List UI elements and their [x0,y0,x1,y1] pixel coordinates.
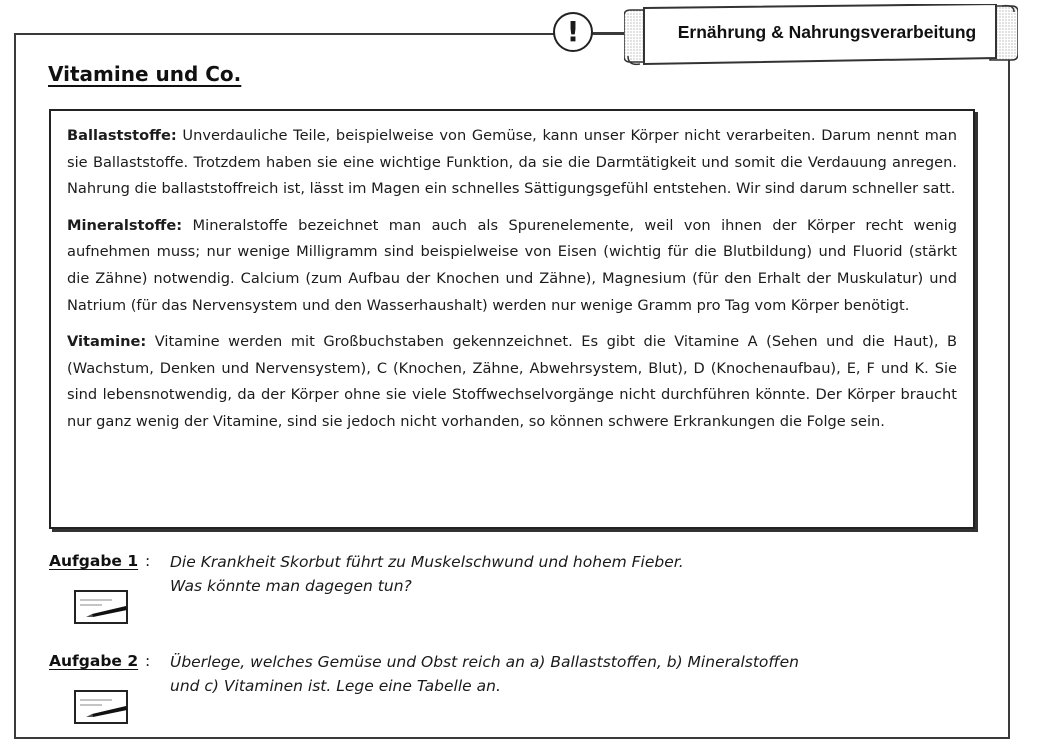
task-1-line-1: Die Krankheit Skorbut führt zu Muskelschwund und hohem Fieber. [170,553,684,571]
alert-symbol: ! [566,15,580,48]
exclamation-icon [553,12,593,52]
topic-banner [624,4,1018,66]
section-term: Ballaststoffe: [67,127,177,144]
task-2-line-1: Überlege, welches Gemüse und Obst reich an a) Ballaststoffen, b) Mineralstoffen [170,653,799,671]
section-text: Vitamine werden mit Großbuchstaben gekennzeichnet. Es gibt die Vitamine A (Sehen und die Haut), B (Wachstum, Denken und Nervensystem), C (Knochen, Zähne, Abwehrsystem, Blut), D (Knochenaufbau), E, F und K. Sie sind lebensnotwendig, da der Körper ohne sie viele Stoffwechselvorgänge nicht durchführen könnte. Der Körper braucht nur ganz wenig der Vitamine, sind sie jedoch nicht vorhanden, so können schwere Erkrankungen die Folge sein. [67,333,957,430]
task-2-label: Aufgabe 2 [49,652,139,670]
pencil-paper-icon [72,588,132,628]
section-mineralstoffe [67,213,957,319]
task-2-text [170,650,970,698]
task-1-label: Aufgabe 1 [49,552,139,570]
task-2-line-2: und c) Vitaminen ist. Lege eine Tabelle an. [170,677,501,695]
task-1-text [170,550,970,598]
section-text: Unverdauliche Teile, beispielweise von Gemüse, kann unser Körper nicht verarbeiten. Darum nennt man sie Ballaststoffe. Trotzdem haben sie eine wichtige Funktion, da sie die Darmtätigkeit und somit die Verdauung anregen. Nahrung die ballaststoffreich ist, lässt im Magen ein schnelles Sättigungsgefühl entstehen. Wir sind darum schneller satt. [67,127,957,198]
task-2-colon: : [145,652,151,670]
section-ballaststoffe [67,123,957,203]
pencil-paper-icon [72,688,132,728]
task-1-line-2: Was könnte man dagegen tun? [170,577,412,595]
section-term: Mineralstoffe: [67,216,183,234]
section-term: Vitamine: [67,333,147,351]
banner-title: Ernährung & Nahrungsverarbeitung [677,22,977,42]
section-text: Mineralstoffe bezeichnet man auch als Spurenelemente, weil von ihnen der Körper recht wenig aufnehmen muss; nur wenige Milligramm sind beispielweise von Eisen (wichtig für die Blutbildung) und Fluorid (stärkt die Zähne) notwendig. Calcium (zum Aufbau der Knochen und Zähne), Magnesium (für den Erhalt der Muskulatur) und Natrium (für das Nervensystem und den Wasserhaushalt) werden nur wenige Gramm pro Tag vom Körper benötigt. [67,216,958,314]
section-vitamine [67,329,957,435]
page-title: Vitamine und Co. [48,62,242,86]
info-box [49,109,975,529]
task-1-colon: : [145,552,151,570]
